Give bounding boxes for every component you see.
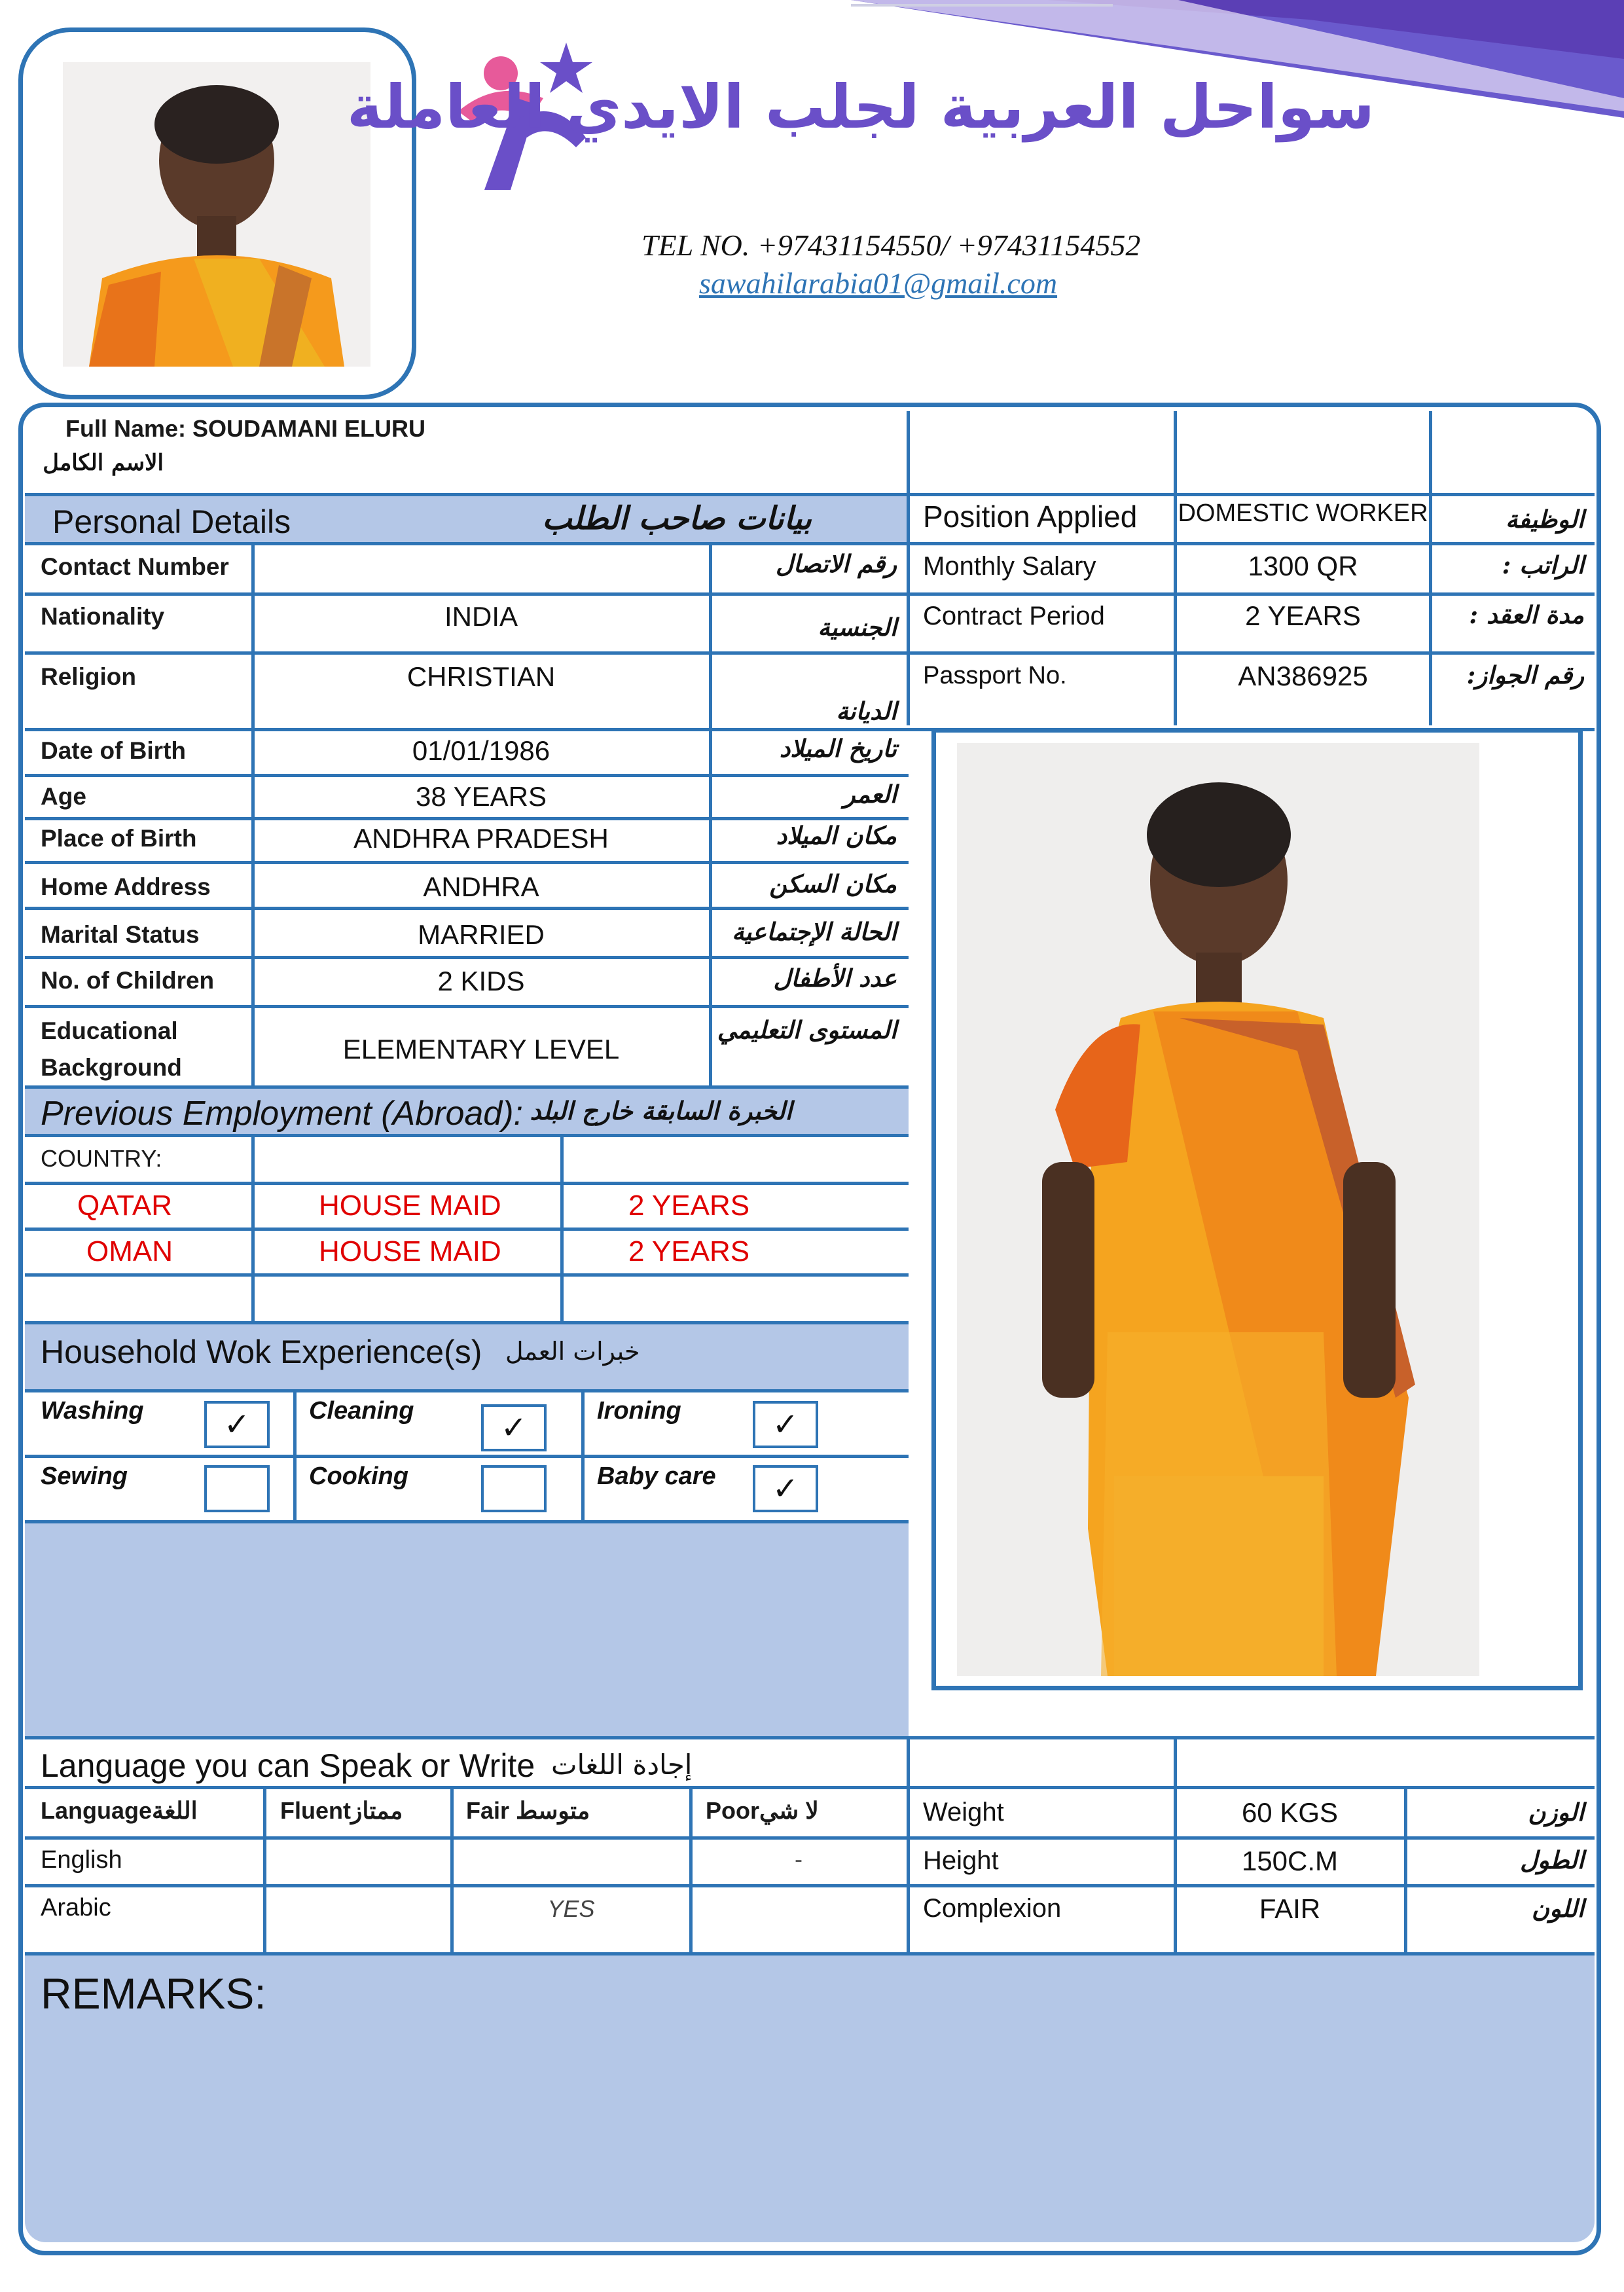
contact-number-label: Contact Number [41,553,229,580]
education-label-1: Educational [41,1017,178,1044]
remarks-label: REMARKS: [41,1969,266,2018]
employment-job-2: HOUSE MAID [319,1235,501,1267]
religion-label: Religion [41,663,136,690]
lang-english: English [41,1846,122,1874]
monthly-salary-value: 1300 QR [1248,551,1358,581]
religion-ar: الديانة [836,697,897,725]
skill-cooking-label: Cooking [309,1463,408,1490]
age-value: 38 YEARS [415,781,547,812]
employment-period-2: 2 YEARS [628,1235,750,1267]
marital-status-ar: الحالة الإجتماعية [732,917,897,946]
lang-header-fair: Fair متوسط [466,1797,590,1824]
monthly-salary-label: Monthly Salary [923,552,1096,581]
passport-label: Passport No. [923,662,1067,689]
marital-status-value: MARRIED [418,919,545,950]
skill-ironing-label: Ironing [597,1397,681,1425]
weight-ar: الوزن [1528,1798,1584,1827]
complexion-label: Complexion [923,1894,1062,1923]
contract-period-value: 2 YEARS [1245,600,1361,631]
household-title: Household Wok Experience(s) [41,1334,482,1370]
weight-value: 60 KGS [1241,1797,1339,1828]
household-fill-band [25,1522,909,1738]
position-applied-ar: الوظيفة [1506,505,1584,534]
employment-title-ar: الخبرة السابقة خارج البلد [530,1096,792,1125]
education-ar: المستوى التعليمي [717,1015,897,1044]
skill-cleaning-checkbox[interactable]: ✓ [481,1404,547,1451]
language-title-ar: إجادة اللغات [551,1749,693,1781]
contract-period-ar: مدة العقد : [1469,600,1584,629]
full-name: Full Name: SOUDAMANI ELURU [65,415,426,442]
company-name-ar: سواحل العربية لجلب الايدي العاملة [346,72,1375,142]
weight-label: Weight [923,1798,1004,1827]
skill-washing-checkbox[interactable]: ✓ [204,1401,270,1448]
skill-babycare-label: Baby care [597,1463,716,1490]
lang-arabic-fair: YES [547,1895,595,1922]
dob-label: Date of Birth [41,737,186,764]
religion-value: CHRISTIAN [406,661,556,692]
skill-sewing-label: Sewing [41,1463,128,1490]
household-title-ar: خبرات العمل [505,1337,640,1366]
contract-period-label: Contract Period [923,602,1105,630]
place-of-birth-label: Place of Birth [41,825,197,852]
marital-status-label: Marital Status [41,921,200,948]
nationality-value: INDIA [444,601,518,632]
employment-country-1: QATAR [77,1190,173,1222]
home-address-ar: مكان السكن [769,869,897,898]
complexion-value: FAIR [1259,1893,1321,1924]
employment-country-2: OMAN [86,1235,173,1267]
education-label-2: Background [41,1054,182,1081]
tel-line: TEL NO. +97431154550/ +97431154552 [641,228,1141,262]
skill-ironing-checkbox[interactable]: ✓ [753,1401,818,1448]
position-applied-value: DOMESTIC WORKER [1178,500,1428,527]
children-ar: عدد الأطفال [773,964,897,992]
employment-title: Previous Employment (Abroad): [41,1095,523,1133]
employment-period-1: 2 YEARS [628,1190,750,1222]
children-value: 2 KIDS [437,966,525,996]
skill-cooking-checkbox[interactable] [481,1465,547,1512]
skill-cleaning-label: Cleaning [309,1397,414,1425]
dob-ar: تاريخ الميلاد [779,734,897,763]
place-of-birth-ar: مكان الميلاد [776,821,897,850]
lang-header-poor: Poorلا شي [706,1797,819,1824]
position-applied-label: Position Applied [923,500,1138,534]
height-label: Height [923,1846,999,1875]
lang-english-poor: - [795,1846,803,1872]
email-link[interactable]: sawahilarabia01@gmail.com [699,266,1058,300]
height-ar: الطول [1520,1846,1584,1874]
country-label: COUNTRY: [41,1145,162,1172]
age-label: Age [41,783,86,810]
place-of-birth-value: ANDHRA PRADESH [353,823,609,854]
nationality-label: Nationality [41,603,165,630]
top-portrait-photo [63,62,370,367]
monthly-salary-ar: الراتب : [1502,551,1584,579]
nationality-ar: الجنسية [818,613,897,642]
language-title: Language you can Speak or Write [41,1747,535,1784]
dob-value: 01/01/1986 [412,735,550,766]
education-value: ELEMENTARY LEVEL [342,1034,620,1064]
full-name-ar: الاسم الكامل [43,450,164,476]
personal-details-title-ar: بيانات صاحب الطلب [542,500,812,537]
height-value: 150C.M [1241,1846,1339,1876]
skill-sewing-checkbox[interactable] [204,1465,270,1512]
full-body-photo [957,743,1479,1676]
lang-arabic: Arabic [41,1894,111,1921]
passport-value: AN386925 [1238,661,1368,691]
passport-ar: رقم الجواز: [1466,661,1584,689]
lang-header-fluent: Fluentممتاز [280,1797,403,1824]
employment-job-1: HOUSE MAID [319,1190,501,1222]
home-address-label: Home Address [41,873,211,900]
personal-details-title: Personal Details [52,503,291,540]
contact-number-ar: رقم الاتصال [776,549,897,578]
lang-header-language: Languageاللغة [41,1797,198,1824]
skill-babycare-checkbox[interactable]: ✓ [753,1465,818,1512]
complexion-ar: اللون [1531,1894,1584,1923]
age-ar: العمر [843,780,897,809]
skill-washing-label: Washing [41,1397,144,1425]
home-address-value: ANDHRA [423,871,539,902]
children-label: No. of Children [41,967,215,994]
